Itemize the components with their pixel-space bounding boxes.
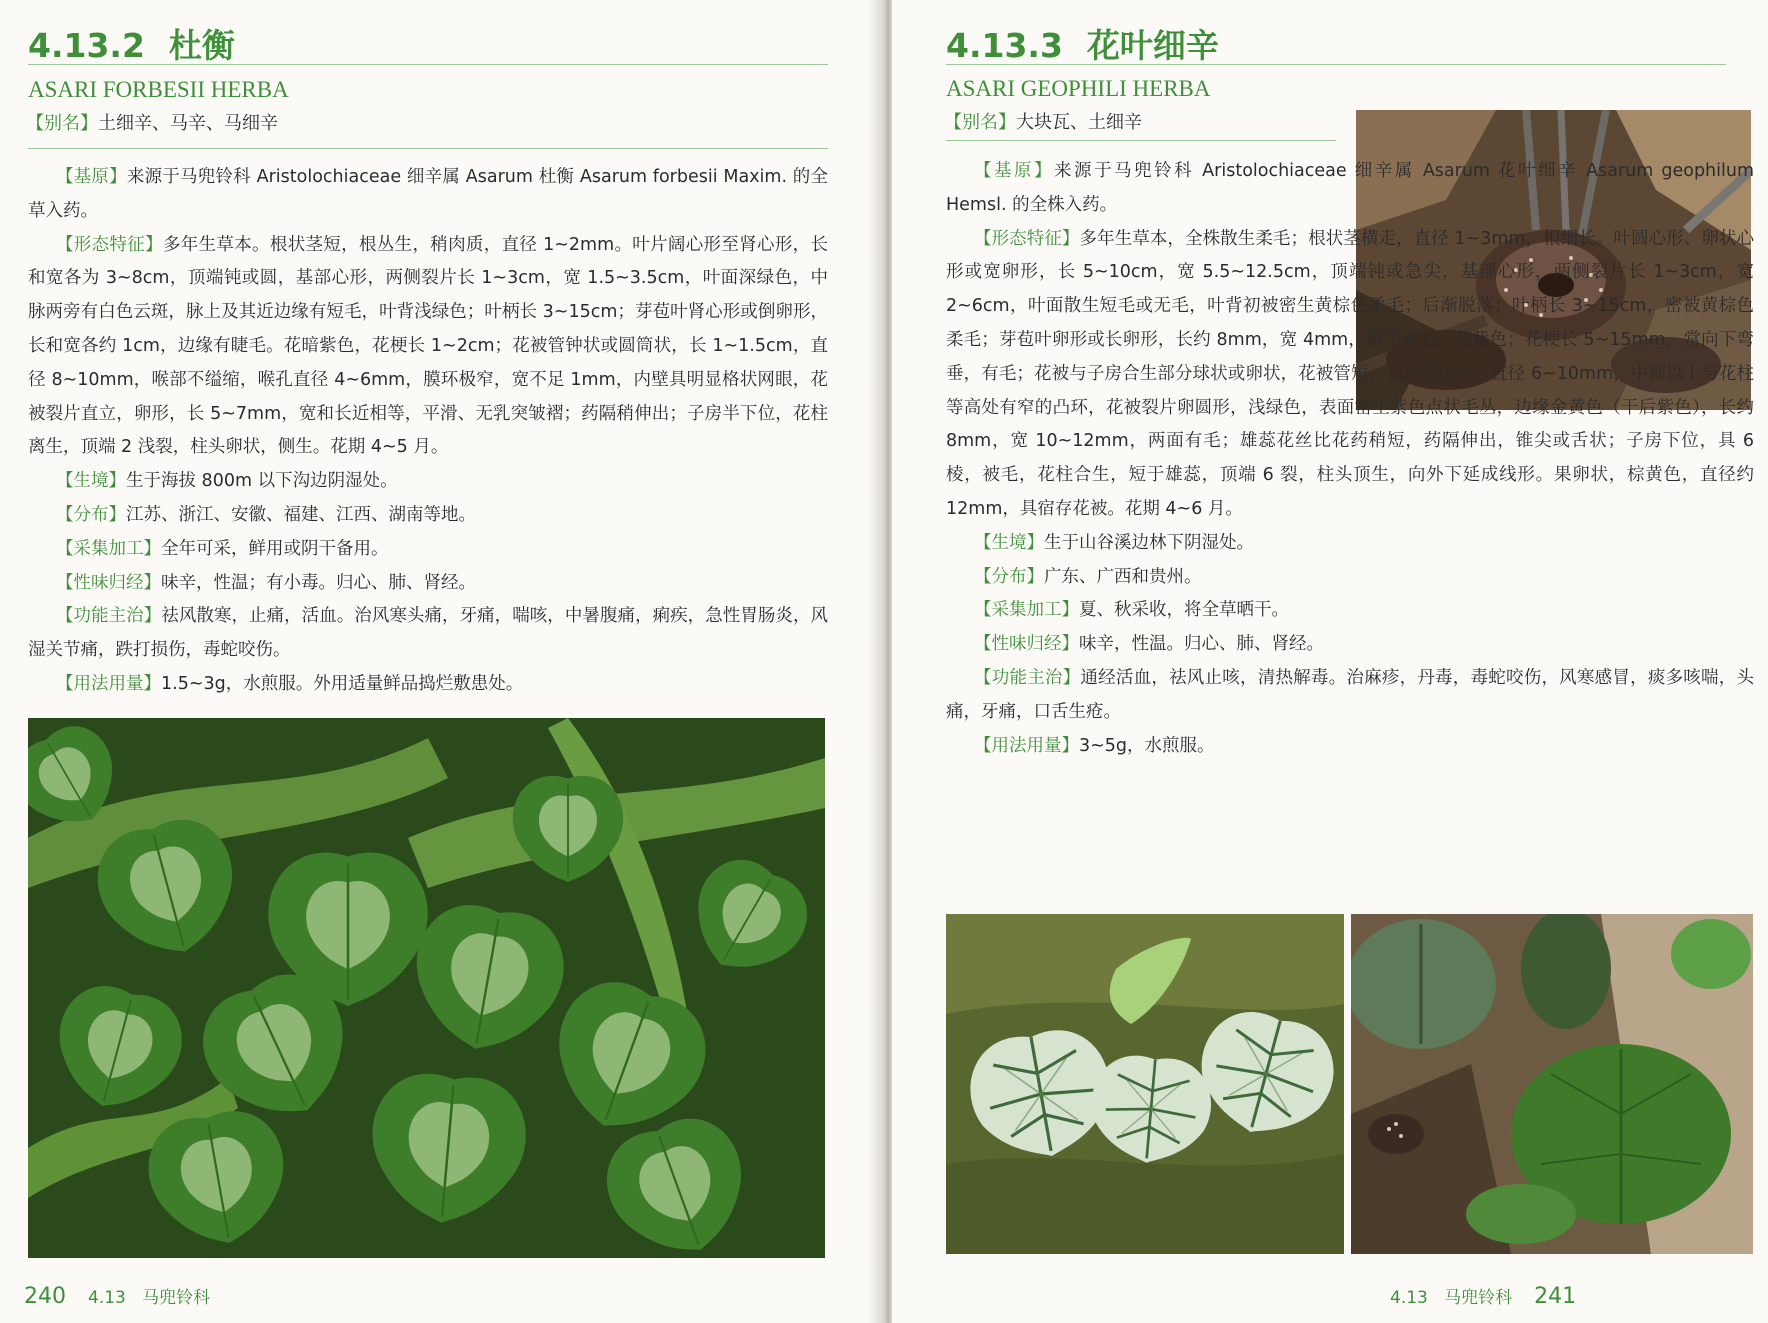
left-para-text: 味辛，性温；有小毒。归心、肺、肾经。 [161,572,476,593]
right-section-heading [946,20,1219,67]
right-para-4 [946,594,1754,628]
right-para-label: 【性味归经】 [974,634,1079,655]
left-section-name: 杜衡 [168,26,235,65]
right-para-6 [946,662,1754,730]
asarum-geophilum-leaves-photo [946,914,1344,1254]
left-para-3 [28,499,828,533]
right-para-7 [946,730,1754,764]
left-alias [26,109,278,135]
right-para-label: 【用法用量】 [974,735,1079,756]
right-footer [1390,1283,1576,1309]
left-footer-family: 马兜铃科 [142,1288,211,1308]
left-para-label: 【性味归经】 [56,572,161,593]
left-para-text: 生于海拔 800m 以下沟边阴湿处。 [126,471,398,492]
right-para-text: 多年生草本，全株散生柔毛；根状茎横走，直径 1~3mm，根细长。叶圆心形、卵状心形或宽卵形，长 5~10cm，宽 5.5~12.5cm，顶端钝或急尖，基部心形，两侧裂片长 1~3cm，宽 2~6cm，叶面散生短毛或无毛，叶背初被密生黄棕色柔毛；后渐脱落；叶柄长 3~15cm，密被黄棕色柔毛；芽苞叶卵形或长卵形，长约 8mm，宽 4mm，密生柔毛。花紫色；花梗长 5~15mm，常向下弯垂，有毛；花被与子房合生部分球状或卵状，花被管短，长约 5mm，直径 6~10mm，中部以上与花柱等高处有窄的凸环，花被裂片卵圆形，浅绿色，表面密生紫色点状毛丛，边缘金黄色（干后紫色），长约 8mm，宽 10~12mm，两面有毛；雄蕊花丝比花药稍短，药隔伸出，锥尖或舌状；子房下位，具 6 棱，被毛，花柱合生，短于雄蕊，顶端 6 裂，柱头顶生，向外下延成线形。果卵状，棕黄色，直径约 12mm，具宿存花被。花期 4~6 月。 [946,228,1754,519]
right-para-1 [946,223,1754,527]
right-para-text: 3~5g，水煎服。 [1079,735,1215,756]
right-alias [944,108,1142,134]
left-title-rule [28,64,828,65]
right-section-number: 4.13.3 [946,26,1063,65]
left-para-label: 【生境】 [56,471,126,492]
left-para-4 [28,533,828,567]
left-para-label: 【分布】 [56,504,126,525]
left-para-text: 江苏、浙江、安徽、福建、江西、湖南等地。 [126,504,476,525]
right-para-label: 【采集加工】 [974,600,1079,621]
left-para-label: 【用法用量】 [56,673,161,694]
left-alias-rule [28,148,828,149]
asarum-geophilum-habit-photo [1351,914,1753,1254]
right-para-0 [946,155,1754,223]
right-latin-name: ASARI GEOPHILI HERBA [946,76,1211,101]
right-para-5 [946,628,1754,662]
left-para-0 [28,161,828,229]
left-para-text: 来源于马兜铃科 Aristolochiaceae 细辛属 Asarum 杜衡 Asarum forbesii Maxim. 的全草入药。 [28,167,829,221]
left-para-5 [28,567,828,601]
left-para-label: 【采集加工】 [56,538,161,559]
right-para-label: 【形态特征】 [974,228,1080,249]
left-para-7 [28,668,828,702]
right-para-2 [946,527,1754,561]
right-page [892,0,1768,1323]
right-section-name: 花叶细辛 [1086,26,1219,65]
right-body-text [946,155,1754,763]
right-para-text: 生于山谷溪边林下阴湿处。 [1044,532,1254,553]
right-para-text: 通经活血，祛风止咳，清热解毒。治麻疹，丹毒，毒蛇咬伤，风寒感冒，痰多咳喘，头痛，牙痛，口舌生疮。 [946,667,1755,722]
left-para-text: 1.5~3g，水煎服。外用适量鲜品捣烂敷患处。 [161,673,524,694]
right-footer-family: 马兜铃科 [1444,1288,1513,1308]
left-para-text: 全年可采，鲜用或阴干备用。 [161,538,389,559]
asarum-forbesii-photo [28,718,825,1258]
left-alias-text: 土细辛、马辛、马细辛 [98,113,278,134]
left-section-heading [28,20,235,67]
left-section-number: 4.13.2 [28,26,145,65]
left-para-label: 【基原】 [56,167,127,187]
left-alias-label: 【别名】 [26,113,98,134]
right-para-label: 【功能主治】 [974,667,1081,688]
right-para-text: 夏、秋采收，将全草晒干。 [1079,600,1289,621]
left-para-2 [28,465,828,499]
left-latin-name: ASARI FORBESII HERBA [28,77,289,102]
left-para-text: 多年生草本。根状茎短，根丛生，稍肉质，直径 1~2mm。叶片阔心形至肾心形，长和宽各为 3~8cm，顶端钝或圆，基部心形，两侧裂片长 1~3cm，宽 1.5~3.5cm，叶面深绿色，中脉两旁有白色云斑，脉上及其近边缘有短毛，叶背浅绿色；叶柄长 3~15cm；芽苞叶肾心形或倒卵形，长和宽各约 1cm，边缘有睫毛。花暗紫色，花梗长 1~2cm；花被管钟状或圆筒状，长 1~1.5cm，直径 8~10mm，喉部不缢缩，喉孔直径 4~6mm，膜环极窄，宽不足 1mm，内壁具明显格状网眼，花被裂片直立，卵形，长 5~7mm，宽和长近相等，平滑、无乳突皱褶；药隔稍伸出；子房半下位，花柱离生，顶端 2 浅裂，柱头卵状，侧生。花期 4~5 月。 [28,234,828,458]
left-para-6 [28,600,828,668]
right-footer-section: 4.13 [1390,1288,1428,1308]
left-footer [24,1283,210,1309]
right-alias-rule [946,140,1336,141]
right-para-label: 【基原】 [974,161,1055,181]
right-para-text: 来源于马兜铃科 Aristolochiaceae 细辛属 Asarum 花叶细辛 Asarum geophilum Hemsl. 的全株入药。 [946,161,1755,215]
right-para-text: 广东、广西和贵州。 [1044,566,1202,587]
left-para-label: 【功能主治】 [56,606,162,627]
right-alias-text: 大块瓦、土细辛 [1016,112,1142,133]
left-body-text [28,161,828,702]
right-para-label: 【分布】 [974,566,1044,587]
right-para-text: 味辛，性温。归心、肺、肾经。 [1079,634,1324,655]
left-page-number: 240 [24,1284,66,1309]
right-title-rule [946,64,1726,65]
left-footer-section: 4.13 [88,1288,126,1308]
right-alias-label: 【别名】 [944,112,1016,133]
right-page-number: 241 [1534,1284,1577,1309]
left-para-1 [28,229,828,466]
left-para-text: 祛风散寒，止痛，活血。治风寒头痛，牙痛，喘咳，中暑腹痛，痢疾，急性胃肠炎，风湿关节痛，跌打损伤，毒蛇咬伤。 [28,606,828,661]
left-para-label: 【形态特征】 [56,234,163,255]
right-para-label: 【生境】 [974,532,1044,553]
right-para-3 [946,561,1754,595]
